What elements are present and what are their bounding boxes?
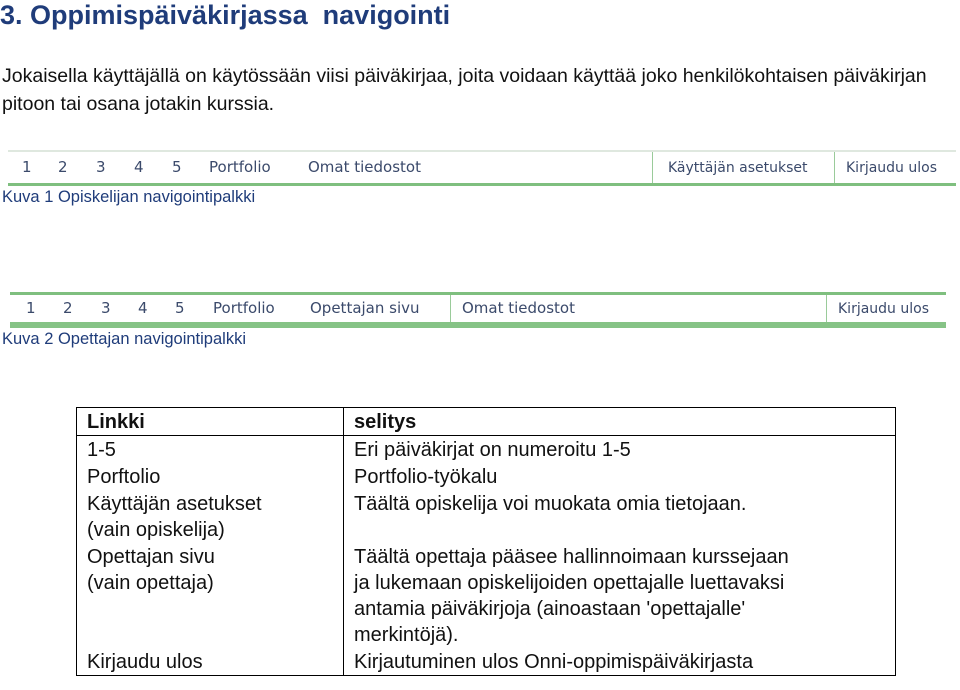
header-description: selitys: [344, 408, 896, 436]
nav-separator: [652, 152, 653, 183]
section-heading: 3. Oppimispäiväkirjassa navigointi: [0, 0, 451, 30]
description-text: Täältä opiskelija voi muokata omia tietojaan.: [354, 493, 747, 515]
description-text: ja lukemaan opiskelijoiden opettajalle luettavaksi: [354, 572, 785, 594]
link-cell: [77, 463, 344, 490]
link-cell: [77, 436, 344, 464]
nav-separator: [834, 152, 835, 183]
header-link: Linkki: [77, 408, 344, 436]
nav-bottom-rule: [10, 322, 946, 328]
table-row: [77, 436, 896, 464]
table-row: [77, 463, 896, 490]
link-text: Kirjaudu ulos: [87, 651, 203, 673]
nav-bottom-rule: [8, 183, 956, 186]
nav-link-log-out[interactable]: Kirjaudu ulos: [846, 160, 937, 176]
link-text: Opettajan sivu: [87, 546, 215, 568]
figure-1-caption: Kuva 1 Opiskelijan navigointipalkki: [2, 188, 256, 206]
nav-link-diary-1[interactable]: 1: [26, 299, 36, 317]
link-text: 1-5: [87, 439, 116, 461]
description-cell: [344, 543, 896, 648]
nav-link-portfolio[interactable]: Portfolio: [209, 158, 271, 176]
intro-paragraph: Jokaisella käyttäjällä on käytössään viisi päiväkirjaa, joita voidaan käyttää joko henkilökohtaisen päiväkirjan pitoon tai osana jotakin kurssia.: [2, 65, 927, 115]
nav-link-log-out[interactable]: Kirjaudu ulos: [838, 301, 929, 317]
description-text: Portfolio-työkalu: [354, 466, 498, 488]
table-row: [77, 490, 896, 543]
nav-top-rule: [8, 150, 956, 152]
link-cell: [77, 543, 344, 648]
table-header-row: [77, 408, 896, 436]
nav-link-diary-2[interactable]: 2: [58, 158, 68, 176]
nav-link-diary-5[interactable]: 5: [172, 158, 182, 176]
link-note: (vain opiskelija): [87, 519, 225, 541]
nav-top-rule: [10, 292, 946, 295]
description-text: Kirjautuminen ulos Onni-oppimispäiväkirjasta: [354, 651, 754, 673]
nav-link-teacher-page[interactable]: Opettajan sivu: [310, 299, 420, 317]
link-note: (vain opettaja): [87, 572, 214, 594]
student-navigation-bar: [8, 150, 956, 186]
nav-link-own-files[interactable]: Omat tiedostot: [308, 158, 421, 176]
nav-link-diary-5[interactable]: 5: [175, 299, 185, 317]
table-row: [77, 543, 896, 648]
description-cell: [344, 648, 896, 676]
description-text: Täältä opettaja pääsee hallinnoimaan kurssejaan: [354, 546, 789, 568]
link-cell: [77, 648, 344, 676]
nav-link-diary-4[interactable]: 4: [138, 299, 148, 317]
nav-link-own-files[interactable]: Omat tiedostot: [462, 299, 575, 317]
link-cell: [77, 490, 344, 543]
description-cell: [344, 436, 896, 464]
nav-link-diary-1[interactable]: 1: [22, 158, 32, 176]
nav-link-diary-3[interactable]: 3: [101, 299, 111, 317]
figure-2-caption: Kuva 2 Opettajan navigointipalkki: [2, 330, 246, 348]
nav-link-diary-3[interactable]: 3: [96, 158, 106, 176]
table-row: [77, 648, 896, 676]
description-cell: [344, 463, 896, 490]
nav-link-portfolio[interactable]: Portfolio: [213, 299, 275, 317]
nav-link-diary-4[interactable]: 4: [134, 158, 144, 176]
description-text: Eri päiväkirjat on numeroitu 1-5: [354, 439, 631, 461]
description-cell: [344, 490, 896, 543]
link-text: Käyttäjän asetukset: [87, 493, 262, 515]
teacher-navigation-bar: [10, 292, 946, 330]
links-table: [76, 407, 896, 676]
description-text: merkintöjä).: [354, 624, 459, 646]
nav-link-user-settings[interactable]: Käyttäjän asetukset: [668, 160, 808, 176]
nav-separator: [450, 295, 451, 322]
description-text: antamia päiväkirjoja (ainoastaan 'opettajalle': [354, 598, 746, 620]
link-text: Porftolio: [87, 466, 161, 488]
nav-separator: [826, 295, 827, 322]
nav-link-diary-2[interactable]: 2: [63, 299, 73, 317]
